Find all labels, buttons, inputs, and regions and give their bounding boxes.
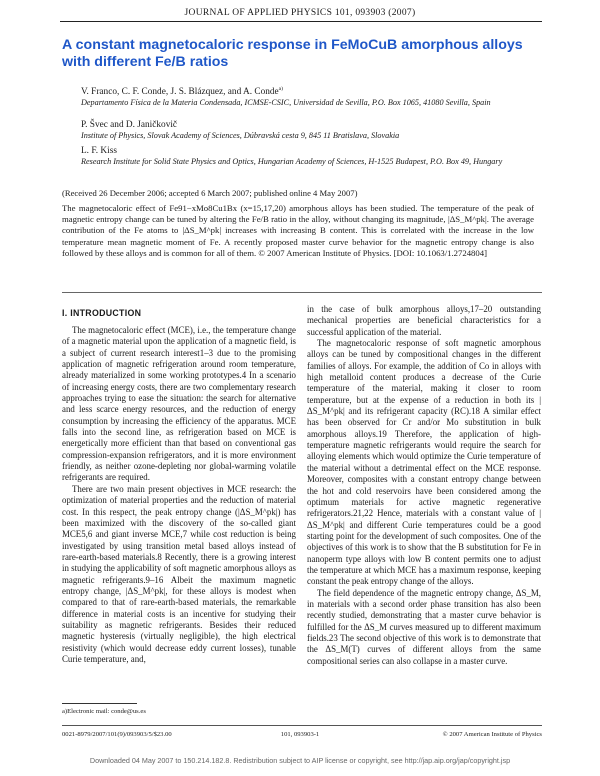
article-title: A constant magnetocaloric response in FeMoCuB amorphous alloys with different Fe/B ratios <box>62 37 523 70</box>
affiliation: Institute of Physics, Slovak Academy of Sciences, Dúbravská cesta 9, 845 11 Bratislava, Slovakia <box>81 131 400 140</box>
abstract: The magnetocaloric effect of Fe91−xMo8Cu1Bx (x=15,17,20) amorphous alloys has been studied. The temperature of the peak of magnetic entropy change can be tuned by altering the Fe/B ratio in the alloy, without changing its magnitude, |ΔS_M^pk|. The average contribution of the Fe atoms to |ΔS_M^pk| increases with increasing B content. This is correlated with the increase in the low temperature mean magnetic moment of Fe. A recently proposed master curve behavior for the magnetic entropy change is also followed by these alloys and is common for all of them. © 2007 American Institute of Physics. [DOI: 10.1063/1.2724804] <box>62 203 534 258</box>
abstract-rule <box>62 292 542 293</box>
footnote: a)Electronic mail: conde@us.es <box>62 708 146 715</box>
paragraph: The magnetocaloric response of soft magnetic amorphous alloys can be tuned by compositional changes in the different families of alloys. For example, the addition of Co in alloys with high metalloid content produces a decrease of the Curie temperature of the material, making it closer to room temperature, but at the expense of a reduction in both its |ΔS_M^pk| and its refrigerant capacity (RC).18 A similar effect has been observed for Cr and/or Mo substitution in bulk amorphous alloys.19 Therefore, the application of high-temperature magnetic refrigerants would require the search for alloying elements which would optimize the Curie temperature of the material without a detrimental effect on the MCE response. Moreover, composites with a constant entropy change between the hot and cold reservoirs have been considered among the optimum materials for active magnetic regenerative refrigerators.21,22 Hence, materials with a constant value of |ΔS_M^pk| and different Curie temperatures could be a good starting point for the development of such composites. One of the objectives of this work is to show that the B substitution for Fe in nanoperm type alloys with low B content permits one to adjust the temperature at which MCE has a maximum response, keeping constant the peak entropy change of the alloys. <box>307 338 541 587</box>
author-block-3 <box>81 146 536 167</box>
footer-page-number: 101, 093903-1 <box>280 731 320 738</box>
footer-rule <box>62 725 542 726</box>
paragraph: in the case of bulk amorphous alloys,17–20 outstanding mechanical properties are beneficial characteristics for a successful application of the material. <box>307 304 541 337</box>
authors-line: V. Franco, C. F. Conde, J. S. Blázquez, and A. Conde <box>81 87 279 98</box>
paragraph: The field dependence of the magnetic entropy change, ΔS_M, in materials with a second order phase transition has also been recently studied, demonstrating that a master curve behavior is fulfilled for the ΔS_M curves measured up to different maximum fields.23 The second objective of this work is to demonstrate that the ΔS_M(T) curves of different alloys from the same compositional series can also collapse in a master curve. <box>307 587 541 666</box>
author-footnote-mark: a) <box>278 86 283 92</box>
paragraph: There are two main present objectives in MCE research: the optimization of material properties and the reduction of material cost. In this respect, the peak entropy change (|ΔS_M^pk|) has been maximized with the discovery of the so-called giant MCE5,6 and giant inverse MCE,7 while cost reduction is being investigated by using transition metal based alloys instead of rare-earth-based materials.8 Recently, there is a growing interest in studying the applicability of soft magnetic amorphous alloys as magnetic refrigerants.9–16 Albeit the maximum magnetic entropy change, |ΔS_M^pk|, for these alloys is modest when compared to that of rare-earth-based materials, the remarkable difference in material costs is an incentive for studying their suitability as magnetic refrigerants. Besides their reduced magnetic hysteresis (virtually negligible), the high electrical resistivity (which would decrease eddy current losses), tunable Curie temperature, and, <box>62 483 296 664</box>
paragraph: The magnetocaloric effect (MCE), i.e., the temperature change of a magnetic material upon the application of a magnetic field, is a subject of current research interest1–3 due to the promising application of magnetic refrigeration around room temperature, already materialized in some working prototypes.4 In a scenario of increasing energy costs, there are two complementary research approaches trying to ease the situation: the search for alternative and less scarce energy resources, and the reduction of energy consumption by increasing the efficiency of the apparatus. MCE falls into the second line, as refrigeration based on MCE is energetically more efficient than that based on conventional gas compression-expansion refrigerators, and it is more environment friendly, as neither ozone-depleting nor global-warming volatile refrigerants are required. <box>62 325 296 483</box>
journal-header: JOURNAL OF APPLIED PHYSICS 101, 093903 (2007) <box>184 8 416 18</box>
authors-line: P. Švec and D. Janičkovič <box>81 120 178 130</box>
download-notice: Downloaded 04 May 2007 to 150.214.182.8. Redistribution subject to AIP license or copyright, see http://jap.aip.org/jap/copyright.jsp <box>89 756 511 765</box>
author-block-2 <box>81 120 536 141</box>
header-rule <box>60 21 542 22</box>
footer-copyright: © 2007 American Institute of Physics <box>442 731 542 738</box>
footer-issn: 0021-8979/2007/101(9)/093903/5/$23.00 <box>62 731 172 738</box>
author-block-1 <box>81 84 536 108</box>
received-dates: (Received 26 December 2006; accepted 6 March 2007; published online 4 May 2007) <box>62 188 358 198</box>
column-right <box>307 304 541 667</box>
authors-line: L. F. Kiss <box>81 146 117 156</box>
section-heading: I. INTRODUCTION <box>62 308 142 318</box>
affiliation: Research Institute for Solid State Physics and Optics, Hungarian Academy of Sciences, H-1525 Budapest, P.O. Box 49, Hungary <box>81 157 503 166</box>
column-left <box>62 325 296 665</box>
affiliation: Departamento Física de la Materia Condensada, ICMSE-CSIC, Universidad de Sevilla, P.O. Box 1065, 41080 Sevilla, Spain <box>81 98 491 108</box>
footnote-rule <box>62 703 137 704</box>
